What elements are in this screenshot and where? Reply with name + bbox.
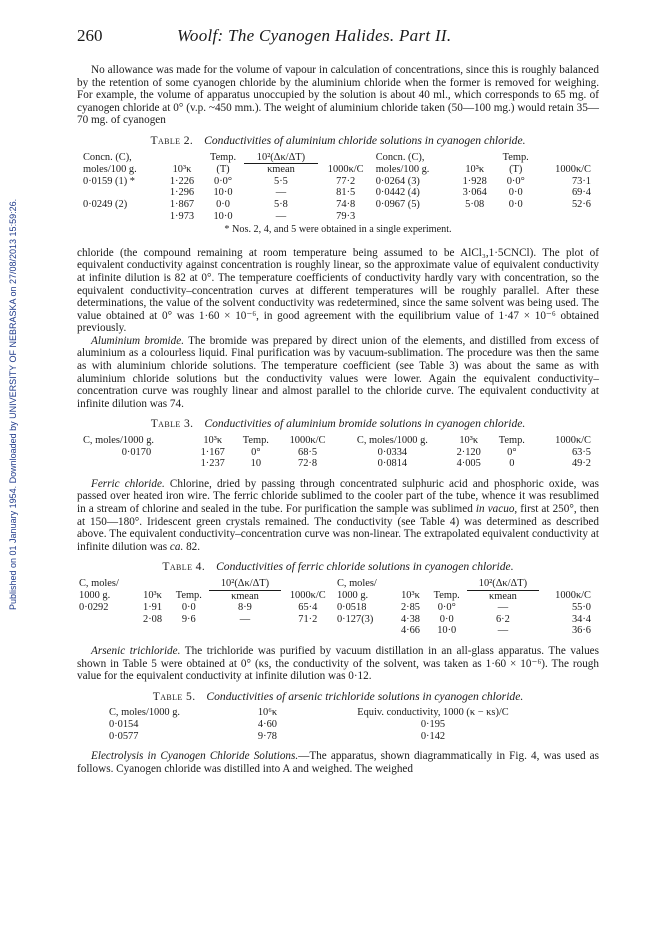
table-cell: 0·0292	[79, 602, 109, 614]
table-3-header-cell: C, moles/1000 g.	[83, 435, 155, 447]
table-3	[81, 435, 593, 470]
table-cell: 77·2	[336, 175, 356, 187]
table-cell	[335, 625, 395, 637]
table-cell: 81·5	[336, 187, 356, 199]
table-cell	[81, 458, 192, 470]
table-row	[77, 625, 593, 637]
paragraph-3-lead: Aluminium bromide.	[91, 334, 185, 347]
table-cell: 0·0	[181, 602, 196, 614]
table-4-header-row-1	[77, 578, 593, 590]
table-4-header-cell: Temp.	[175, 590, 202, 602]
table-cell	[209, 625, 280, 637]
table-5-header-cell: C, moles/1000 g.	[109, 707, 181, 719]
article-body	[77, 64, 599, 775]
table-2	[81, 152, 593, 223]
table-cell: 4·66	[400, 625, 420, 637]
table-4-header-cell	[137, 578, 168, 590]
table-cell: 0·0	[439, 613, 454, 625]
table-cell: 34·4	[571, 613, 591, 625]
table-4-header-cell	[426, 578, 467, 590]
table-cell: 0·142	[420, 730, 446, 742]
table-4-header-cell	[539, 578, 593, 590]
paragraph-4-text-a: Chlorine, dried by passing through concentrated sulphuric acid and phosphoric oxide, was passed over heated iron wire. The ferric chloride sublimed to the cooler part of the tube, whence it was resublimed in a stream of chlorine and sealed in the tube. For purification the sample was sublimed	[77, 477, 599, 515]
table-row	[81, 447, 593, 459]
table-4-header-cell: C, moles/	[336, 577, 377, 589]
paragraph-6-lead: Electrolysis in Cyanogen Chloride Solutions.	[91, 750, 299, 763]
table-5-caption	[77, 691, 599, 704]
table-3-header-row	[81, 435, 593, 447]
table-cell	[77, 625, 137, 637]
table-cell: 2·120	[456, 446, 481, 458]
table-4-header-cell: 1000 g.	[336, 590, 369, 602]
table-cell: 1·867	[169, 198, 195, 210]
table-3-header-cell: Temp.	[498, 435, 525, 447]
table-cell: 0·0159 (1) *	[83, 175, 135, 187]
paragraph-5-lead: Arsenic trichloride.	[91, 644, 181, 657]
table-4-title: Conductivities of ferric chloride solutions in cyanogen chloride.	[216, 560, 514, 574]
table-row	[107, 719, 577, 731]
table-5-header-cell: Equiv. conductivity, 1000 (κ − κs)/C	[357, 707, 509, 719]
table-2-header-cell: 10³κ	[465, 163, 485, 175]
table-cell: 2·08	[143, 613, 163, 625]
table-cell	[77, 614, 137, 626]
table-row	[81, 211, 593, 223]
table-cell: 5·08	[465, 198, 485, 210]
table-cell: 10·0	[213, 210, 233, 222]
table-4	[77, 578, 593, 637]
table-row	[81, 176, 593, 188]
table-3-label: Table 3.	[150, 417, 194, 431]
table-4-header-cell	[395, 578, 426, 590]
table-2-header-cell: moles/100 g.	[375, 163, 430, 175]
table-cell: 0·0	[216, 198, 230, 210]
table-cell: 65·4	[298, 602, 318, 614]
table-2-header-cell: Concn. (C),	[83, 151, 132, 163]
table-cell: 1·91	[143, 602, 163, 614]
table-cell	[281, 625, 335, 637]
table-cell: 0·0249 (2)	[83, 198, 128, 210]
table-cell: 1·928	[462, 175, 487, 187]
table-3-header-cell: Temp.	[242, 435, 269, 447]
table-cell: 0·0°	[214, 175, 233, 187]
table-2-footnote: * Nos. 2, 4, and 5 were obtained in a single experiment.	[224, 224, 452, 236]
paragraph-4-ca: ca.	[169, 540, 184, 553]
table-cell	[374, 211, 455, 223]
table-cell: 0·0°	[506, 175, 525, 187]
table-cell: 1·296	[169, 187, 195, 199]
table-cell: 74·8	[336, 198, 356, 210]
table-cell: 1·226	[169, 175, 195, 187]
table-4-label: Table 4.	[162, 560, 206, 574]
table-cell: 63·5	[571, 446, 591, 458]
table-4-header-cell: Temp.	[433, 590, 460, 602]
table-cell: 0·0967 (5)	[375, 198, 420, 210]
table-cell: 0·0334	[377, 446, 408, 458]
table-row	[107, 731, 577, 743]
table-cell: 0·0170	[121, 446, 152, 458]
paragraph-5	[77, 645, 599, 683]
table-5	[107, 707, 577, 742]
table-cell: —	[239, 613, 251, 625]
table-cell: 5·5	[274, 175, 288, 187]
table-5-label: Table 5.	[152, 689, 196, 703]
table-cell: 36·6	[571, 625, 591, 637]
table-cell	[81, 211, 162, 223]
table-cell: 0·0154	[109, 718, 139, 730]
table-4-header-cell	[281, 578, 335, 590]
table-2-caption	[77, 135, 599, 148]
table-4-header-cell: 10³κ	[401, 590, 420, 602]
table-cell: 73·1	[571, 175, 591, 187]
table-cell: 79·3	[336, 210, 356, 222]
table-4-header-cell: 1000κ/C	[289, 590, 326, 602]
table-5-header-cell: 10⁶κ	[257, 707, 278, 719]
table-cell: 69·4	[571, 187, 591, 199]
table-cell: 0·0	[508, 187, 523, 199]
table-cell: 0·0814	[377, 458, 408, 470]
table-2-header-cell: κmean	[267, 164, 295, 176]
table-4-header-cell: κmean	[231, 590, 259, 602]
table-5-header-row	[107, 707, 577, 719]
paragraph-3-text: The bromide was prepared by direct union of the elements, and distilled from excess of aluminium as a colourless liquid. Final purification was by vacuum-sublimation. The procedure was then the same as with aluminium chloride solutions. The temperature coefficient (see Table 3) was about the same as with aluminium chloride solutions but the conductivity values were lower. Again the equivalent conductivity–concentration curve was roughly linear and almost parallel to the chloride curve. The equivalent conductivity at infinite dilution was 74.	[77, 334, 599, 410]
page-number: 260	[77, 26, 103, 45]
table-2-header-cell	[318, 152, 374, 164]
paragraph-4-text-c: 82.	[183, 540, 201, 553]
table-cell: 0·0442 (4)	[375, 187, 420, 199]
table-cell: 0°	[251, 446, 261, 458]
table-cell: 0·0518	[336, 602, 367, 614]
table-2-header-row-1	[81, 152, 593, 164]
table-cell: 4·60	[257, 718, 277, 730]
table-cell: —	[497, 625, 509, 637]
table-cell: 10·0	[437, 625, 457, 637]
table-cell: 71·2	[298, 613, 318, 625]
table-cell: 4·005	[456, 458, 481, 470]
table-2-header-cell: moles/100 g.	[83, 163, 137, 175]
paragraph-6-text: —The apparatus, shown diagrammatically in Fig. 4, was used as follows. Cyanogen chloride was distilled into A and weighed. The weighed	[77, 750, 599, 775]
table-cell: 8·9	[238, 602, 252, 614]
table-cell: 10·0	[213, 187, 233, 199]
table-2-header-cell: 10²(Δκ/ΔT)	[244, 152, 318, 164]
table-cell: 0·0577	[109, 730, 139, 742]
table-3-caption	[77, 418, 599, 431]
table-cell: —	[497, 602, 509, 614]
table-cell: 5·8	[274, 198, 288, 210]
table-cell: 3·064	[462, 187, 487, 199]
table-4-header-cell: 10³κ	[143, 590, 162, 602]
table-cell: 1·167	[200, 446, 225, 458]
table-cell: 0	[509, 458, 515, 470]
table-4-header-cell: 1000 g.	[79, 590, 111, 602]
table-cell: 0·0°	[437, 602, 456, 614]
table-4-header-cell: κmean	[489, 590, 517, 602]
table-cell: 0·195	[420, 718, 446, 730]
paragraph-3	[77, 335, 599, 411]
table-2-header-cell: Concn. (C),	[375, 151, 425, 163]
table-4-header-cell: C, moles/	[79, 577, 119, 589]
table-3-header-cell: 1000κ/C	[289, 435, 326, 447]
table-2-header-cell: Temp.	[502, 151, 529, 163]
table-4-header-cell: 10²(Δκ/ΔT)	[209, 578, 280, 590]
table-cell: 72·8	[298, 458, 318, 470]
table-5-title: Conductivities of arsenic trichloride solutions in cyanogen chloride.	[206, 689, 524, 703]
table-cell	[537, 211, 593, 223]
side-download-note	[8, 90, 20, 610]
table-cell: 52·6	[571, 198, 591, 210]
table-4-caption	[77, 561, 599, 574]
table-cell: 9·78	[257, 730, 277, 742]
table-cell: 49·2	[571, 458, 591, 470]
table-2-header-cell: 1000κ/C	[327, 163, 364, 175]
table-2-label: Table 2.	[150, 133, 194, 147]
table-2-header-cell: (T)	[216, 163, 230, 175]
table-cell: 0·127(3)	[336, 613, 374, 625]
table-2-header-cell: 10³κ	[172, 163, 192, 175]
table-cell: 10	[250, 458, 262, 470]
table-3-header-cell: 1000κ/C	[555, 435, 591, 447]
table-cell: 9·6	[181, 613, 196, 625]
table-cell: 6·2	[495, 613, 510, 625]
table-cell: 55·0	[571, 602, 591, 614]
table-cell: 2·85	[400, 602, 420, 614]
paragraph-6	[77, 750, 599, 775]
table-cell	[168, 625, 209, 637]
running-title: Woolf: The Cyanogen Halides. Part II.	[177, 26, 452, 45]
table-2-header-cell	[537, 152, 593, 164]
table-cell: 0°	[507, 446, 517, 458]
table-4-header-cell: 1000κ/C	[555, 590, 591, 602]
table-row	[81, 458, 593, 470]
paragraph-4-in-vacuo: in vacuo	[475, 503, 515, 515]
paragraph-4-lead: Ferric chloride.	[91, 477, 165, 490]
paragraph-2: chloride (the compound remaining at room temperature being assumed to be AlCl₃,1·5CNCl). The plot of equivalent conductivity against concentration is roughly linear, so the approximate value of equivalent conductivity at infinite dilution is 82 at 0°. The temperature coefficients of conductivity hardly vary with concentration, so the equivalent conductivity–concentration curves at different temperatures will be roughly parallel. After these determinations, the value of the solvent conductivity was redetermined, since the same solvent was being used. The value obtained at 0° was 1·60 × 10⁻⁶, in good agreement with the equilibrium value of 1·47 × 10⁻⁶ obtained previously.	[77, 246, 599, 335]
table-2-header-cell: (T)	[509, 163, 523, 175]
paragraph-4-text-b: , first at 250°, then at 150—180°. Iridescent green crystals remained. The conductivity (see Table 4) was determined as described above. The equivalent conductivity–concentration curve was non-linear. The extrapolated equivalent conductivity at infinite dilution was	[77, 503, 599, 553]
table-cell: 1·237	[200, 458, 225, 470]
table-cell: —	[275, 187, 287, 199]
table-3-header-cell: C, moles/1000 g.	[356, 435, 428, 447]
table-row	[77, 602, 593, 614]
paragraph-5-text: The trichloride was purified by vacuum distillation in an all-glass apparatus. The values shown in Table 5 were obtained at 0° (κs, the conductivity of the solvent, was taken as 1·60 × 10⁻⁶). The rough value for the equivalent conductivity at infinite dilution was 0·12.	[77, 644, 599, 683]
table-2-title: Conductivities of aluminium chloride solutions in cyanogen chloride.	[204, 133, 526, 147]
page-header	[77, 26, 597, 50]
table-cell	[137, 625, 168, 637]
table-2-header-cell	[162, 152, 202, 164]
table-3-header-cell: 10³κ	[203, 435, 223, 447]
table-cell: 0·0264 (3)	[375, 175, 420, 187]
table-2-header-cell: Temp.	[209, 151, 237, 163]
table-4-header-row-2	[77, 590, 593, 602]
table-4-header-cell: 10²(Δκ/ΔT)	[467, 578, 538, 590]
side-download-note-text: Published on 01 January 1954. Downloaded by UNIVERSITY OF NEBRASKA on 27/08/2013 15:59:26.	[8, 198, 18, 610]
table-row	[77, 614, 593, 626]
table-cell: 0·0	[508, 198, 523, 210]
table-cell: 68·5	[298, 446, 318, 458]
paragraph-1: No allowance was made for the volume of vapour in calculation of concentrations, since this is roughly balanced by the retention of some cyanogen chloride by the aluminium chloride when the former is removed for weighing. For example, the volume of apparatus unoccupied by the solution is about 40 ml., which corresponds to 65 mg. of cyanogen chloride at 0° (v.p. ~450 mm.). The weight of aluminium chloride taken (50—100 mg.) would retain 35—70 mg. of cyanogen	[77, 64, 599, 127]
table-cell	[455, 211, 495, 223]
table-cell: 1·973	[169, 210, 195, 222]
paragraph-4	[77, 478, 599, 554]
table-cell: 4·38	[400, 613, 420, 625]
table-3-title: Conductivities of aluminium bromide solutions in cyanogen chloride.	[204, 417, 526, 431]
table-cell: —	[275, 210, 287, 222]
table-2-header-cell	[455, 152, 495, 164]
table-2-header-cell: 1000κ/C	[555, 163, 591, 175]
table-4-header-cell	[168, 578, 209, 590]
table-3-header-cell: 10³κ	[459, 435, 479, 447]
table-cell	[495, 211, 537, 223]
table-2-header-row-2	[81, 164, 593, 176]
table-row	[81, 187, 593, 199]
table-row	[81, 199, 593, 211]
table-cell	[81, 187, 162, 199]
